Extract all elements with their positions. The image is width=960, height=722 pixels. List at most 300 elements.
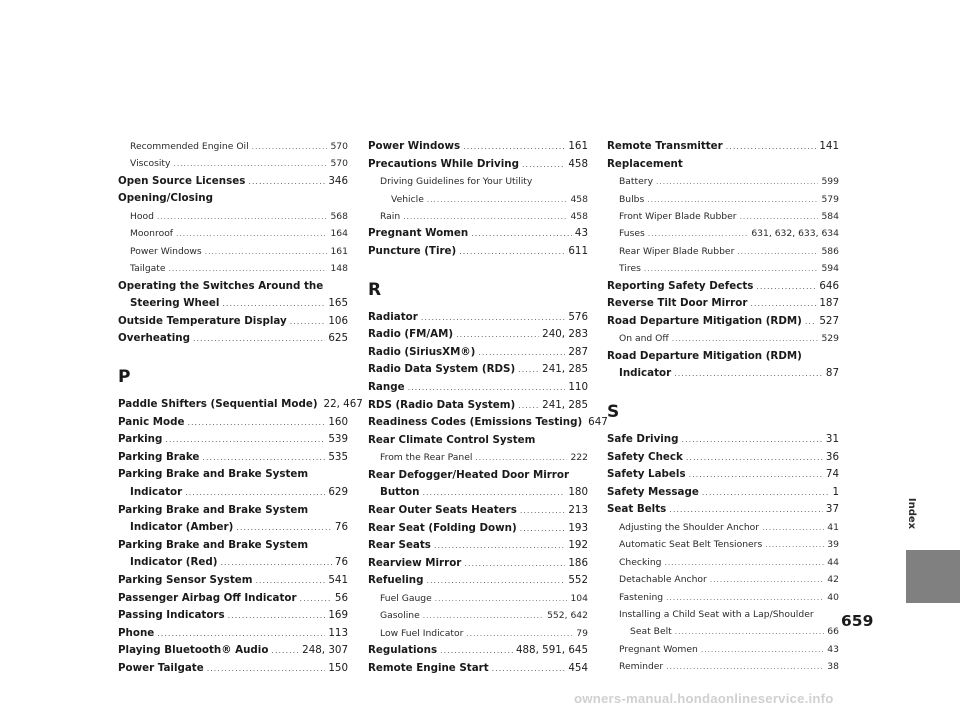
entry-line bbox=[607, 658, 839, 675]
entry-page-ref[interactable]: 79 bbox=[576, 627, 588, 639]
dot-leader bbox=[290, 317, 326, 327]
entry-line bbox=[607, 484, 839, 502]
dot-leader bbox=[207, 664, 326, 674]
entry-page-ref[interactable]: 287 bbox=[568, 345, 588, 358]
entry-line bbox=[607, 225, 839, 242]
entry-page-ref[interactable]: 458 bbox=[568, 157, 588, 170]
index-subentry[interactable] bbox=[607, 589, 839, 606]
entry-page-ref[interactable]: 43 bbox=[827, 643, 839, 655]
entry-term: Hood bbox=[130, 211, 154, 222]
entry-page-ref[interactable]: 110 bbox=[568, 380, 588, 393]
entry-term: Opening/Closing bbox=[118, 192, 213, 205]
index-subentry[interactable] bbox=[607, 208, 839, 225]
dot-leader bbox=[756, 282, 816, 292]
entry-term: Vehicle bbox=[391, 193, 424, 205]
entry-page-ref[interactable]: 647 bbox=[588, 416, 608, 429]
entry-line bbox=[607, 641, 839, 658]
index-subentry[interactable] bbox=[118, 155, 348, 172]
entry-page-ref[interactable]: 346 bbox=[328, 174, 348, 187]
index-entry[interactable] bbox=[607, 501, 839, 519]
entry-line bbox=[368, 432, 588, 450]
entry-line bbox=[368, 484, 588, 502]
index-entry[interactable] bbox=[368, 414, 608, 432]
entry-line bbox=[368, 467, 588, 485]
dot-leader bbox=[689, 470, 823, 480]
index-entry[interactable] bbox=[368, 225, 588, 243]
entry-line bbox=[607, 589, 839, 606]
entry-term: Rear Climate Control System bbox=[368, 433, 536, 446]
index-subentry[interactable] bbox=[368, 607, 588, 624]
index-entry[interactable] bbox=[368, 502, 588, 520]
entry-page-ref[interactable]: 186 bbox=[568, 556, 588, 569]
index-entry[interactable] bbox=[118, 330, 348, 348]
entry-line bbox=[118, 642, 348, 660]
dot-leader bbox=[669, 505, 823, 515]
index-subentry[interactable] bbox=[607, 519, 839, 536]
entry-page-ref[interactable]: 106 bbox=[328, 314, 348, 327]
index-entry[interactable] bbox=[607, 348, 839, 383]
entry-line bbox=[368, 414, 608, 432]
entry-page-ref[interactable]: 535 bbox=[328, 450, 348, 463]
index-entry[interactable] bbox=[368, 326, 588, 344]
entry-page-ref[interactable]: 527 bbox=[819, 314, 839, 327]
entry-line bbox=[118, 537, 348, 555]
entry-page-ref[interactable]: 38 bbox=[827, 661, 839, 673]
entry-page-ref[interactable]: 104 bbox=[570, 592, 588, 604]
entry-page-ref[interactable]: 76 bbox=[334, 556, 348, 569]
dot-leader bbox=[408, 383, 566, 393]
entry-line bbox=[118, 396, 363, 414]
index-subentry[interactable] bbox=[368, 173, 588, 208]
entry-page-ref[interactable]: 74 bbox=[825, 468, 839, 481]
entry-line bbox=[607, 519, 839, 536]
dot-leader bbox=[202, 453, 325, 463]
entry-line bbox=[368, 361, 588, 379]
dot-leader bbox=[427, 195, 568, 205]
entry-line bbox=[607, 623, 839, 640]
entry-page-ref[interactable]: 529 bbox=[821, 333, 839, 345]
dot-leader bbox=[440, 646, 513, 656]
entry-page-ref[interactable]: 568 bbox=[330, 211, 348, 222]
index-entry[interactable] bbox=[607, 484, 839, 502]
entry-term: Replacement bbox=[607, 157, 683, 170]
entry-line bbox=[118, 554, 348, 572]
entry-term: Pregnant Women bbox=[619, 643, 698, 655]
dot-leader bbox=[737, 247, 818, 257]
entry-page-ref[interactable]: 43 bbox=[574, 227, 588, 240]
index-subentry[interactable] bbox=[368, 208, 588, 225]
entry-page-ref[interactable]: 454 bbox=[568, 661, 588, 674]
index-entry[interactable] bbox=[607, 466, 839, 484]
index-subentry[interactable] bbox=[118, 260, 348, 277]
entry-line bbox=[118, 330, 348, 348]
entry-page-ref[interactable]: 36 bbox=[825, 450, 839, 463]
entry-page-ref[interactable]: 586 bbox=[821, 245, 839, 257]
entry-term: Panic Mode bbox=[118, 415, 185, 428]
dot-leader bbox=[187, 418, 325, 428]
index-entry[interactable] bbox=[368, 243, 588, 261]
index-entry[interactable] bbox=[607, 156, 839, 174]
index-entry[interactable] bbox=[118, 590, 348, 608]
entry-page-ref[interactable]: 193 bbox=[568, 521, 588, 534]
entry-line bbox=[607, 348, 839, 366]
index-subentry[interactable] bbox=[607, 606, 839, 641]
dot-leader bbox=[765, 540, 824, 550]
index-entry[interactable] bbox=[607, 278, 839, 296]
index-entry[interactable] bbox=[368, 361, 588, 379]
index-subentry[interactable] bbox=[607, 191, 839, 208]
dot-leader bbox=[422, 488, 565, 498]
entry-page-ref[interactable]: 241, 285 bbox=[542, 363, 588, 376]
entry-page-ref[interactable]: 248, 307 bbox=[302, 644, 348, 657]
dot-leader bbox=[434, 541, 565, 551]
entry-line bbox=[118, 138, 348, 155]
entry-term: Range bbox=[368, 380, 405, 393]
entry-term: Parking Brake bbox=[118, 450, 200, 463]
index-entry[interactable] bbox=[118, 278, 348, 313]
section-letter: R bbox=[368, 279, 382, 300]
index-subentry[interactable] bbox=[368, 625, 588, 642]
entry-term: Safety Labels bbox=[607, 468, 686, 481]
index-subentry[interactable] bbox=[368, 590, 588, 607]
entry-line bbox=[368, 660, 588, 678]
entry-term: Safe Driving bbox=[607, 433, 679, 445]
index-entry[interactable] bbox=[118, 396, 363, 414]
index-entry[interactable] bbox=[118, 660, 348, 678]
dot-leader bbox=[466, 629, 573, 639]
index-entry[interactable] bbox=[368, 520, 588, 538]
entry-term: Front Wiper Blade Rubber bbox=[619, 211, 737, 222]
entry-page-ref[interactable]: 576 bbox=[568, 310, 588, 323]
index-entry[interactable] bbox=[118, 537, 348, 572]
entry-page-ref[interactable]: 488, 591, 645 bbox=[515, 644, 588, 657]
index-entry[interactable] bbox=[118, 449, 348, 467]
entry-line bbox=[368, 642, 588, 660]
entry-page-ref[interactable]: 584 bbox=[821, 211, 839, 222]
index-entry[interactable] bbox=[607, 295, 839, 313]
entry-line bbox=[118, 519, 348, 537]
entry-page-ref[interactable]: 192 bbox=[568, 539, 588, 552]
entry-page-ref[interactable]: 169 bbox=[328, 609, 348, 622]
entry-line bbox=[607, 173, 839, 190]
entry-term: Detachable Anchor bbox=[619, 574, 707, 586]
entry-page-ref[interactable]: 631, 632, 633, 634 bbox=[751, 228, 839, 240]
entry-page-ref[interactable]: 56 bbox=[334, 591, 348, 604]
dot-leader bbox=[459, 247, 565, 257]
index-entry[interactable] bbox=[118, 173, 348, 191]
index-entry[interactable] bbox=[368, 397, 588, 415]
entry-term: Rear Outer Seats Heaters bbox=[368, 503, 517, 516]
entry-term: Bulbs bbox=[619, 193, 645, 205]
entry-term: Low Fuel Indicator bbox=[380, 627, 464, 639]
dot-leader bbox=[664, 558, 824, 568]
index-entry[interactable] bbox=[368, 537, 588, 555]
dot-leader bbox=[185, 488, 325, 498]
entry-page-ref[interactable]: 31 bbox=[825, 433, 839, 445]
entry-page-ref[interactable]: 150 bbox=[328, 661, 348, 674]
dot-leader bbox=[520, 506, 566, 516]
entry-page-ref[interactable]: 646 bbox=[819, 279, 839, 292]
entry-page-ref[interactable]: 87 bbox=[825, 367, 839, 380]
watermark: owners-manual.hondaonlineservice.info bbox=[574, 691, 834, 706]
entry-page-ref[interactable]: 41 bbox=[827, 521, 839, 533]
dot-leader bbox=[236, 523, 332, 533]
entry-line bbox=[118, 660, 348, 678]
index-subentry[interactable] bbox=[607, 330, 839, 347]
entry-term: Safety Message bbox=[607, 485, 699, 498]
entry-line bbox=[368, 572, 588, 590]
entry-term: Radio (SiriusXM®) bbox=[368, 345, 476, 358]
entry-line bbox=[118, 431, 348, 449]
entry-page-ref[interactable]: 161 bbox=[568, 140, 588, 152]
entry-term: Installing a Child Seat with a Lap/Shoulder bbox=[619, 609, 814, 620]
index-entry[interactable] bbox=[118, 190, 348, 208]
index-entry[interactable] bbox=[368, 572, 588, 590]
index-entry[interactable] bbox=[118, 625, 348, 643]
entry-page-ref[interactable]: 611 bbox=[568, 245, 588, 257]
entry-term: Parking bbox=[118, 433, 163, 446]
index-subentry[interactable] bbox=[607, 641, 839, 658]
entry-page-ref[interactable]: 552, 642 bbox=[547, 610, 588, 622]
entry-line bbox=[368, 243, 588, 261]
dot-leader bbox=[165, 435, 325, 445]
index-subentry[interactable] bbox=[607, 260, 839, 277]
entry-page-ref[interactable]: 165 bbox=[328, 297, 348, 310]
entry-line bbox=[118, 278, 348, 296]
entry-line bbox=[368, 607, 588, 624]
entry-line bbox=[118, 243, 348, 260]
index-entry[interactable] bbox=[118, 607, 348, 625]
dot-leader bbox=[710, 575, 824, 585]
index-entry[interactable] bbox=[118, 414, 348, 432]
dot-leader bbox=[271, 646, 299, 656]
entry-page-ref[interactable]: 148 bbox=[330, 263, 348, 275]
entry-term: Regulations bbox=[368, 644, 438, 657]
section-letter: P bbox=[118, 367, 131, 387]
entry-line bbox=[368, 191, 588, 208]
index-subentry[interactable] bbox=[607, 658, 839, 675]
index-subentry[interactable] bbox=[607, 554, 839, 571]
entry-page-ref[interactable]: 40 bbox=[827, 591, 839, 603]
entry-term: Parking Brake and Brake System bbox=[118, 468, 309, 481]
entry-page-ref[interactable]: 625 bbox=[328, 332, 348, 345]
entry-line bbox=[118, 484, 348, 502]
dot-leader bbox=[435, 594, 568, 604]
entry-term: Reverse Tilt Door Mirror bbox=[607, 297, 748, 310]
entry-line bbox=[607, 295, 839, 313]
entry-line bbox=[607, 554, 839, 571]
entry-term: Puncture (Tire) bbox=[368, 245, 457, 257]
entry-term: Radio Data System (RDS) bbox=[368, 363, 516, 376]
index-entry[interactable] bbox=[368, 555, 588, 573]
entry-page-ref[interactable]: 66 bbox=[827, 626, 839, 638]
entry-line bbox=[607, 431, 839, 449]
index-subentry[interactable] bbox=[607, 243, 839, 260]
index-subentry[interactable] bbox=[118, 243, 348, 260]
entry-line bbox=[118, 607, 348, 625]
dot-leader bbox=[518, 365, 539, 375]
entry-page-ref[interactable]: 213 bbox=[568, 503, 588, 516]
entry-page-ref[interactable]: 164 bbox=[330, 228, 348, 240]
index-entry[interactable] bbox=[368, 309, 588, 327]
index-entry[interactable] bbox=[607, 449, 839, 467]
entry-page-ref[interactable]: 76 bbox=[334, 521, 348, 534]
index-subentry[interactable] bbox=[607, 225, 839, 242]
entry-line bbox=[118, 502, 348, 520]
entry-page-ref[interactable]: 1 bbox=[832, 485, 839, 498]
dot-leader bbox=[222, 299, 325, 309]
entry-term: Rear Seat (Folding Down) bbox=[368, 521, 517, 534]
index-subentry[interactable] bbox=[607, 173, 839, 190]
entry-page-ref[interactable]: 141 bbox=[819, 140, 839, 152]
index-subentry[interactable] bbox=[118, 138, 348, 155]
dot-leader bbox=[492, 664, 566, 674]
entry-line bbox=[118, 414, 348, 432]
entry-line bbox=[607, 330, 839, 347]
entry-term: Tires bbox=[619, 263, 641, 275]
entry-term: Remote Engine Start bbox=[368, 661, 489, 674]
entry-term: Fastening bbox=[619, 591, 664, 603]
entry-term: Indicator (Amber) bbox=[130, 521, 234, 534]
entry-page-ref[interactable]: 44 bbox=[827, 556, 839, 568]
entry-page-ref[interactable]: 552 bbox=[568, 574, 588, 587]
entry-term: Seat Belts bbox=[607, 503, 667, 516]
index-entry[interactable] bbox=[118, 642, 348, 660]
dot-leader bbox=[674, 369, 823, 379]
entry-term: Road Departure Mitigation (RDM) bbox=[607, 349, 802, 362]
index-entry[interactable] bbox=[368, 156, 588, 174]
dot-leader bbox=[176, 229, 327, 239]
entry-term: Remote Transmitter bbox=[607, 140, 723, 152]
index-subentry[interactable] bbox=[118, 225, 348, 242]
entry-line bbox=[607, 365, 839, 383]
entry-page-ref[interactable]: 599 bbox=[821, 176, 839, 188]
entry-line bbox=[118, 625, 348, 643]
entry-line bbox=[607, 156, 839, 174]
index-entry[interactable] bbox=[368, 660, 588, 678]
entry-page-ref[interactable]: 539 bbox=[328, 433, 348, 446]
dot-leader bbox=[686, 453, 823, 463]
entry-line bbox=[368, 344, 588, 362]
entry-term: Playing Bluetooth® Audio bbox=[118, 644, 269, 657]
entry-page-ref[interactable]: 240, 283 bbox=[542, 328, 588, 341]
index-entry[interactable] bbox=[368, 642, 588, 660]
entry-page-ref[interactable]: 570 bbox=[330, 141, 348, 152]
entry-line bbox=[368, 537, 588, 555]
entry-page-ref[interactable]: 241, 285 bbox=[542, 398, 588, 411]
entry-term: Parking Sensor System bbox=[118, 573, 253, 586]
entry-page-ref[interactable]: 22, 467 bbox=[323, 398, 363, 410]
entry-line bbox=[368, 520, 588, 538]
entry-line bbox=[368, 590, 588, 607]
index-entry[interactable] bbox=[368, 379, 588, 397]
entry-term: Indicator (Red) bbox=[130, 556, 218, 569]
index-entry[interactable] bbox=[607, 138, 839, 156]
dot-leader bbox=[220, 558, 331, 568]
dot-leader bbox=[423, 611, 544, 621]
entry-page-ref[interactable]: 222 bbox=[570, 452, 588, 464]
entry-page-ref[interactable]: 187 bbox=[819, 297, 839, 310]
index-column-right bbox=[607, 138, 839, 676]
entry-page-ref[interactable]: 579 bbox=[821, 193, 839, 205]
entry-page-ref[interactable]: 37 bbox=[825, 503, 839, 516]
entry-page-ref[interactable]: 594 bbox=[821, 263, 839, 275]
index-subentry[interactable] bbox=[607, 571, 839, 588]
entry-term: Overheating bbox=[118, 332, 190, 345]
index-entry[interactable] bbox=[118, 572, 348, 590]
entry-term: Rear Wiper Blade Rubber bbox=[619, 245, 735, 257]
entry-term: Moonroof bbox=[130, 228, 174, 240]
index-entry[interactable] bbox=[368, 138, 588, 156]
index-entry[interactable] bbox=[118, 466, 348, 501]
index-entry[interactable] bbox=[607, 313, 839, 331]
entry-term: Refueling bbox=[368, 574, 424, 587]
dot-leader bbox=[644, 264, 819, 274]
entry-line bbox=[118, 590, 348, 608]
dot-leader bbox=[522, 160, 565, 170]
dot-leader bbox=[762, 523, 824, 533]
entry-page-ref[interactable]: 458 bbox=[570, 193, 588, 205]
entry-term: Tailgate bbox=[130, 263, 166, 275]
index-entry[interactable] bbox=[368, 432, 588, 450]
entry-page-ref[interactable]: 160 bbox=[328, 415, 348, 428]
entry-term: Gasoline bbox=[380, 610, 420, 622]
entry-line bbox=[118, 313, 348, 331]
index-column-middle bbox=[368, 138, 608, 677]
entry-term: Fuel Gauge bbox=[380, 592, 432, 604]
entry-page-ref[interactable]: 113 bbox=[328, 626, 348, 639]
dot-leader bbox=[403, 212, 567, 222]
entry-term: Rear Seats bbox=[368, 539, 431, 552]
entry-term: Phone bbox=[118, 626, 155, 639]
dot-leader bbox=[726, 142, 817, 152]
entry-page-ref[interactable]: 458 bbox=[570, 211, 588, 222]
dot-leader bbox=[666, 662, 824, 672]
entry-line bbox=[118, 295, 348, 313]
index-entry[interactable] bbox=[368, 344, 588, 362]
entry-term: Operating the Switches Around the bbox=[118, 279, 324, 292]
entry-line bbox=[368, 173, 588, 190]
dot-leader bbox=[471, 229, 572, 239]
index-entry[interactable] bbox=[118, 502, 348, 537]
entry-term: Rain bbox=[380, 211, 401, 222]
entry-page-ref[interactable]: 541 bbox=[328, 573, 348, 586]
entry-page-ref[interactable]: 39 bbox=[827, 539, 839, 551]
index-subentry[interactable] bbox=[607, 536, 839, 553]
index-subentry[interactable] bbox=[118, 208, 348, 225]
entry-page-ref[interactable]: 42 bbox=[827, 574, 839, 586]
entry-term: Parking Brake and Brake System bbox=[118, 538, 309, 551]
entry-line bbox=[368, 379, 588, 397]
index-entry[interactable] bbox=[607, 431, 839, 449]
entry-page-ref[interactable]: 161 bbox=[330, 245, 348, 257]
entry-page-ref[interactable]: 570 bbox=[330, 158, 348, 170]
entry-term: Steering Wheel bbox=[130, 297, 220, 310]
entry-term: Reminder bbox=[619, 661, 664, 673]
index-entry[interactable] bbox=[118, 431, 348, 449]
index-subentry[interactable] bbox=[368, 449, 588, 466]
entry-line bbox=[368, 309, 588, 327]
index-entry[interactable] bbox=[368, 467, 588, 502]
entry-line bbox=[607, 191, 839, 208]
entry-page-ref[interactable]: 180 bbox=[568, 486, 588, 499]
dot-leader bbox=[252, 142, 328, 152]
entry-line bbox=[118, 190, 348, 208]
dot-leader bbox=[456, 330, 539, 340]
entry-term: Checking bbox=[619, 556, 662, 568]
index-entry[interactable] bbox=[118, 313, 348, 331]
entry-page-ref[interactable]: 629 bbox=[328, 485, 348, 498]
